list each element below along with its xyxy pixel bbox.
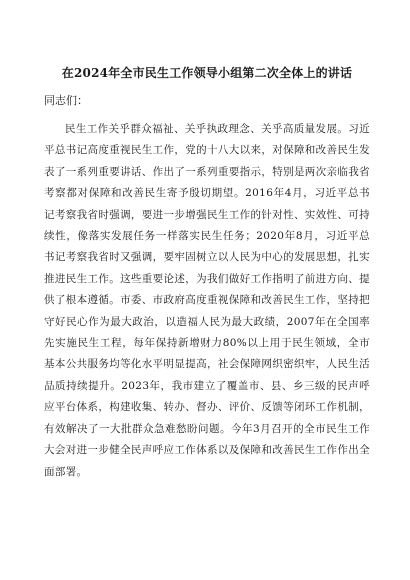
salutation: 同志们： xyxy=(44,94,88,107)
document-title: 在2024年全市民生工作领导小组第二次全体上的讲话 xyxy=(61,66,353,80)
body-paragraph: 民生工作关乎群众福祉、关乎执政理念、关乎高质量发展。习近平总书记高度重视民生工作，党的十八大以来，对保障和改善民生发表了一系列重要讲话、作出了一系列重要指示，特别是两次亲临我省考察都对保障和改善民生寄予殷切期望。2016年4月，习近平总书记考察我省时强调，要进一步增强民生工作的针对性、实效性、可持续性，像落实发展任务一样落实民生任务；2020年8月，习近平总书记考察我省时又强调，要牢固树立以人民为中心的发展思想，扎实推进民生工作。这些重要论述，为我们做好工作指明了前进方向、提供了根本遵循。市委、市政府高度重视保障和改善民生工作，坚持把守好民心作为最大政治，以造福人民为最大政绩，2007年在全国率先实施民生工程，每年保持新增财力80%以上用于民生领域，全市基本公共服务均等化水平明显提高，社会保障网织密织牢，人民生活品质持续提升。2023年，我市建立了覆盖市、县、乡三级的民声呼应平台体系，构建收集、转办、督办、评价、反馈等闭环工作机制，有效解决了一大批群众急难愁盼问题。今年3月召开的全市民生工作大会对进一步健全民声呼应工作体系以及保障和改善民生工作作出全面部署。 xyxy=(44,123,370,478)
